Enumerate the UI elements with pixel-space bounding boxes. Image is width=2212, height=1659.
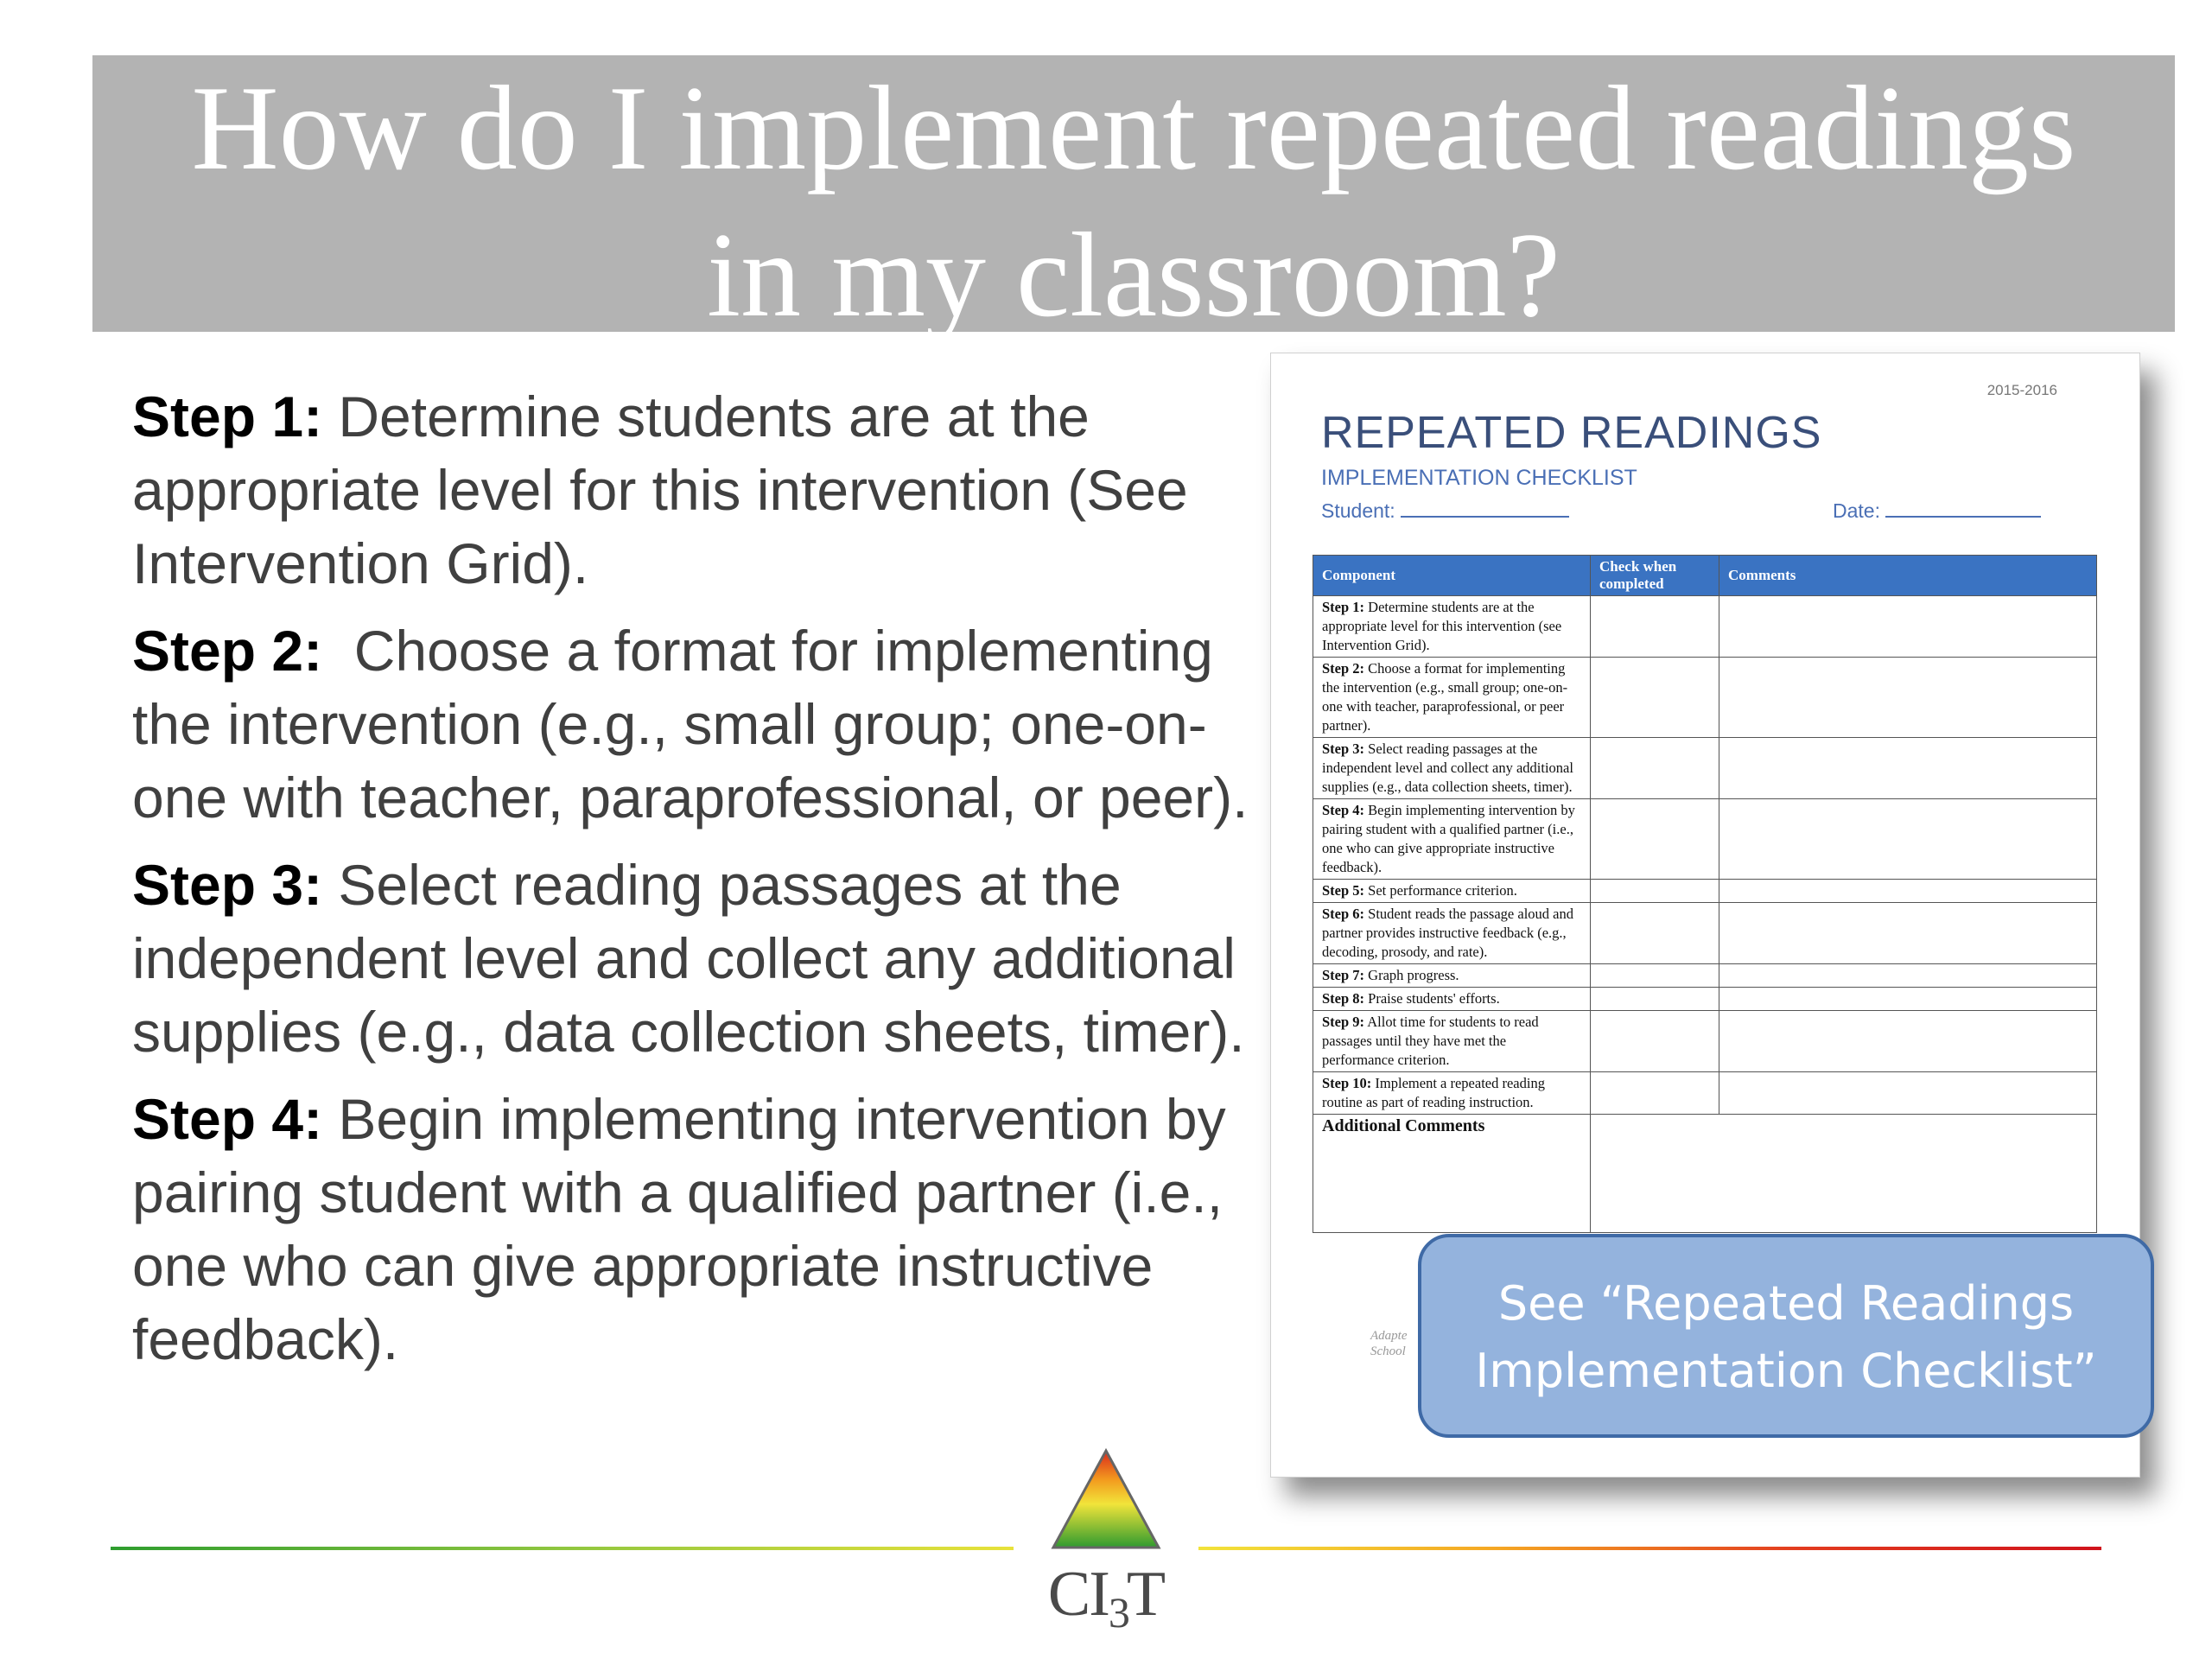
row-check-cell[interactable]: [1591, 658, 1719, 738]
step-4-text: Begin implementing intervention by pairing student with a qualified partner (i.e., one who can give appropriate instructive feedback).: [132, 1087, 1226, 1371]
title-line-1: How do I implement repeated readings: [191, 61, 2076, 195]
table-row: [1313, 988, 2097, 1011]
table-header-row: [1313, 556, 2097, 596]
row-step-text: Determine students are at the appropriate level for this intervention (see Intervention Grid).: [1322, 599, 1562, 653]
row-component: [1313, 880, 1591, 903]
row-check-cell[interactable]: [1591, 903, 1719, 964]
row-step-label: Step 10:: [1322, 1075, 1372, 1091]
row-step-text: Allot time for students to read passages until they have met the performance criterion.: [1322, 1014, 1539, 1068]
table-row: [1313, 658, 2097, 738]
header-check: Check when completed: [1591, 556, 1719, 596]
additional-comments-cell[interactable]: [1591, 1115, 2097, 1233]
row-step-label: Step 1:: [1322, 599, 1365, 615]
checklist-callout: [1418, 1234, 2154, 1438]
table-row: [1313, 799, 2097, 880]
footer-line-2: School: [1370, 1344, 1406, 1358]
table-row: [1313, 1011, 2097, 1072]
table-row: [1313, 880, 2097, 903]
date-underline: [1885, 499, 2041, 518]
row-check-cell[interactable]: [1591, 988, 1719, 1011]
row-comment-cell[interactable]: [1719, 880, 2097, 903]
row-component: [1313, 903, 1591, 964]
document-footer: [1370, 1328, 1408, 1359]
row-comment-cell[interactable]: [1719, 988, 2097, 1011]
additional-comments-row: [1313, 1115, 2097, 1233]
row-component: [1313, 1072, 1591, 1115]
row-step-text: Student reads the passage aloud and partner provides instructive feedback (e.g., decoding, prosody, and rate).: [1322, 906, 1573, 960]
footer-rule-right: [1198, 1547, 2101, 1550]
row-step-label: Step 3:: [1322, 741, 1365, 757]
table-row: [1313, 596, 2097, 658]
row-component: [1313, 738, 1591, 799]
row-step-text: Begin implementing intervention by pairing student with a qualified partner (i.e., one who can give appropriate instructive feedback).: [1322, 802, 1575, 875]
additional-comments-label: Additional Comments: [1322, 1116, 1485, 1135]
footer-line-1: Adapte: [1370, 1329, 1408, 1343]
table-row: [1313, 1072, 2097, 1115]
checklist-subtitle: IMPLEMENTATION CHECKLIST: [1321, 466, 1637, 490]
step-4: [132, 1083, 1255, 1376]
row-component: [1313, 988, 1591, 1011]
row-step-label: Step 8:: [1322, 990, 1365, 1007]
checklist-year: 2015-2016: [1986, 382, 2057, 398]
row-step-text: Select reading passages at the independent level and collect any additional supplies (e.g., data collection sheets, timer).: [1322, 741, 1573, 795]
callout-line-2: Implementation Checklist”: [1475, 1344, 2097, 1398]
row-step-text: Set performance criterion.: [1364, 882, 1517, 899]
row-component: [1313, 596, 1591, 658]
step-2: [132, 614, 1255, 835]
title-banner: [92, 55, 2175, 342]
step-1: [132, 380, 1255, 601]
step-3-text: Select reading passages at the independent level and collect any additional supplies (e.g., data collection sheets, timer).: [132, 853, 1245, 1064]
row-check-cell[interactable]: [1591, 799, 1719, 880]
row-component: [1313, 1011, 1591, 1072]
row-step-label: Step 6:: [1322, 906, 1365, 922]
row-component: [1313, 964, 1591, 988]
header-comments: Comments: [1719, 556, 2097, 596]
row-step-label: Step 9:: [1322, 1014, 1365, 1030]
table-row: [1313, 903, 2097, 964]
row-step-label: Step 2:: [1322, 660, 1365, 677]
row-step-text: Choose a format for implementing the intervention (e.g., small group; one-on-one with teacher, paraprofessional, or peer partner).: [1322, 660, 1568, 734]
logo-text: $CI_3T$: [1047, 1559, 1165, 1637]
callout-line-1: See “Repeated Readings: [1497, 1276, 2075, 1331]
table-row: [1313, 964, 2097, 988]
row-comment-cell[interactable]: [1719, 738, 2097, 799]
header-component: Component: [1313, 556, 1591, 596]
checklist-title: REPEATED READINGS: [1321, 408, 1822, 458]
footer-rule-left: [111, 1547, 1014, 1550]
row-component: [1313, 799, 1591, 880]
step-3: [132, 849, 1255, 1069]
step-4-label: Step 4:: [132, 1087, 323, 1151]
row-check-cell[interactable]: [1591, 964, 1719, 988]
row-step-text: Graph progress.: [1364, 967, 1459, 983]
step-3-label: Step 3:: [132, 853, 323, 917]
row-step-label: Step 4:: [1322, 802, 1365, 818]
table-row: [1313, 738, 2097, 799]
row-check-cell[interactable]: [1591, 1011, 1719, 1072]
row-comment-cell[interactable]: [1719, 596, 2097, 658]
row-step-label: Step 5:: [1322, 882, 1365, 899]
row-comment-cell[interactable]: [1719, 658, 2097, 738]
date-field: [1833, 499, 2041, 523]
row-check-cell[interactable]: [1591, 1072, 1719, 1115]
student-field: [1321, 499, 1569, 523]
step-1-label: Step 1:: [132, 385, 323, 448]
triangle-logo-icon: [1050, 1447, 1162, 1551]
row-comment-cell[interactable]: [1719, 1072, 2097, 1115]
row-comment-cell[interactable]: [1719, 964, 2097, 988]
ci3t-logo: [1037, 1447, 1175, 1637]
row-comment-cell[interactable]: [1719, 799, 2097, 880]
row-comment-cell[interactable]: [1719, 903, 2097, 964]
student-label: Student:: [1321, 499, 1395, 522]
row-step-label: Step 7:: [1322, 967, 1365, 983]
step-2-text: Choose a format for implementing the intervention (e.g., small group; one-on-one with teacher, paraprofessional, or peer).: [132, 619, 1249, 830]
steps-list: [132, 380, 1255, 1390]
checklist-table: [1313, 555, 2097, 1233]
title-line-2: in my classroom?: [707, 208, 1560, 342]
date-label: Date:: [1833, 499, 1880, 522]
row-step-text: Praise students' efforts.: [1364, 990, 1500, 1007]
step-1-text: Determine students are at the appropriate level for this intervention (See Intervention Grid).: [132, 385, 1188, 595]
step-2-label: Step 2:: [132, 619, 323, 683]
row-component: [1313, 658, 1591, 738]
additional-comments-label-cell: [1313, 1115, 1591, 1233]
row-check-cell[interactable]: [1591, 738, 1719, 799]
row-comment-cell[interactable]: [1719, 1011, 2097, 1072]
row-check-cell[interactable]: [1591, 880, 1719, 903]
row-check-cell[interactable]: [1591, 596, 1719, 658]
row-step-text: Implement a repeated reading routine as part of reading instruction.: [1322, 1075, 1545, 1110]
student-underline: [1401, 499, 1569, 518]
